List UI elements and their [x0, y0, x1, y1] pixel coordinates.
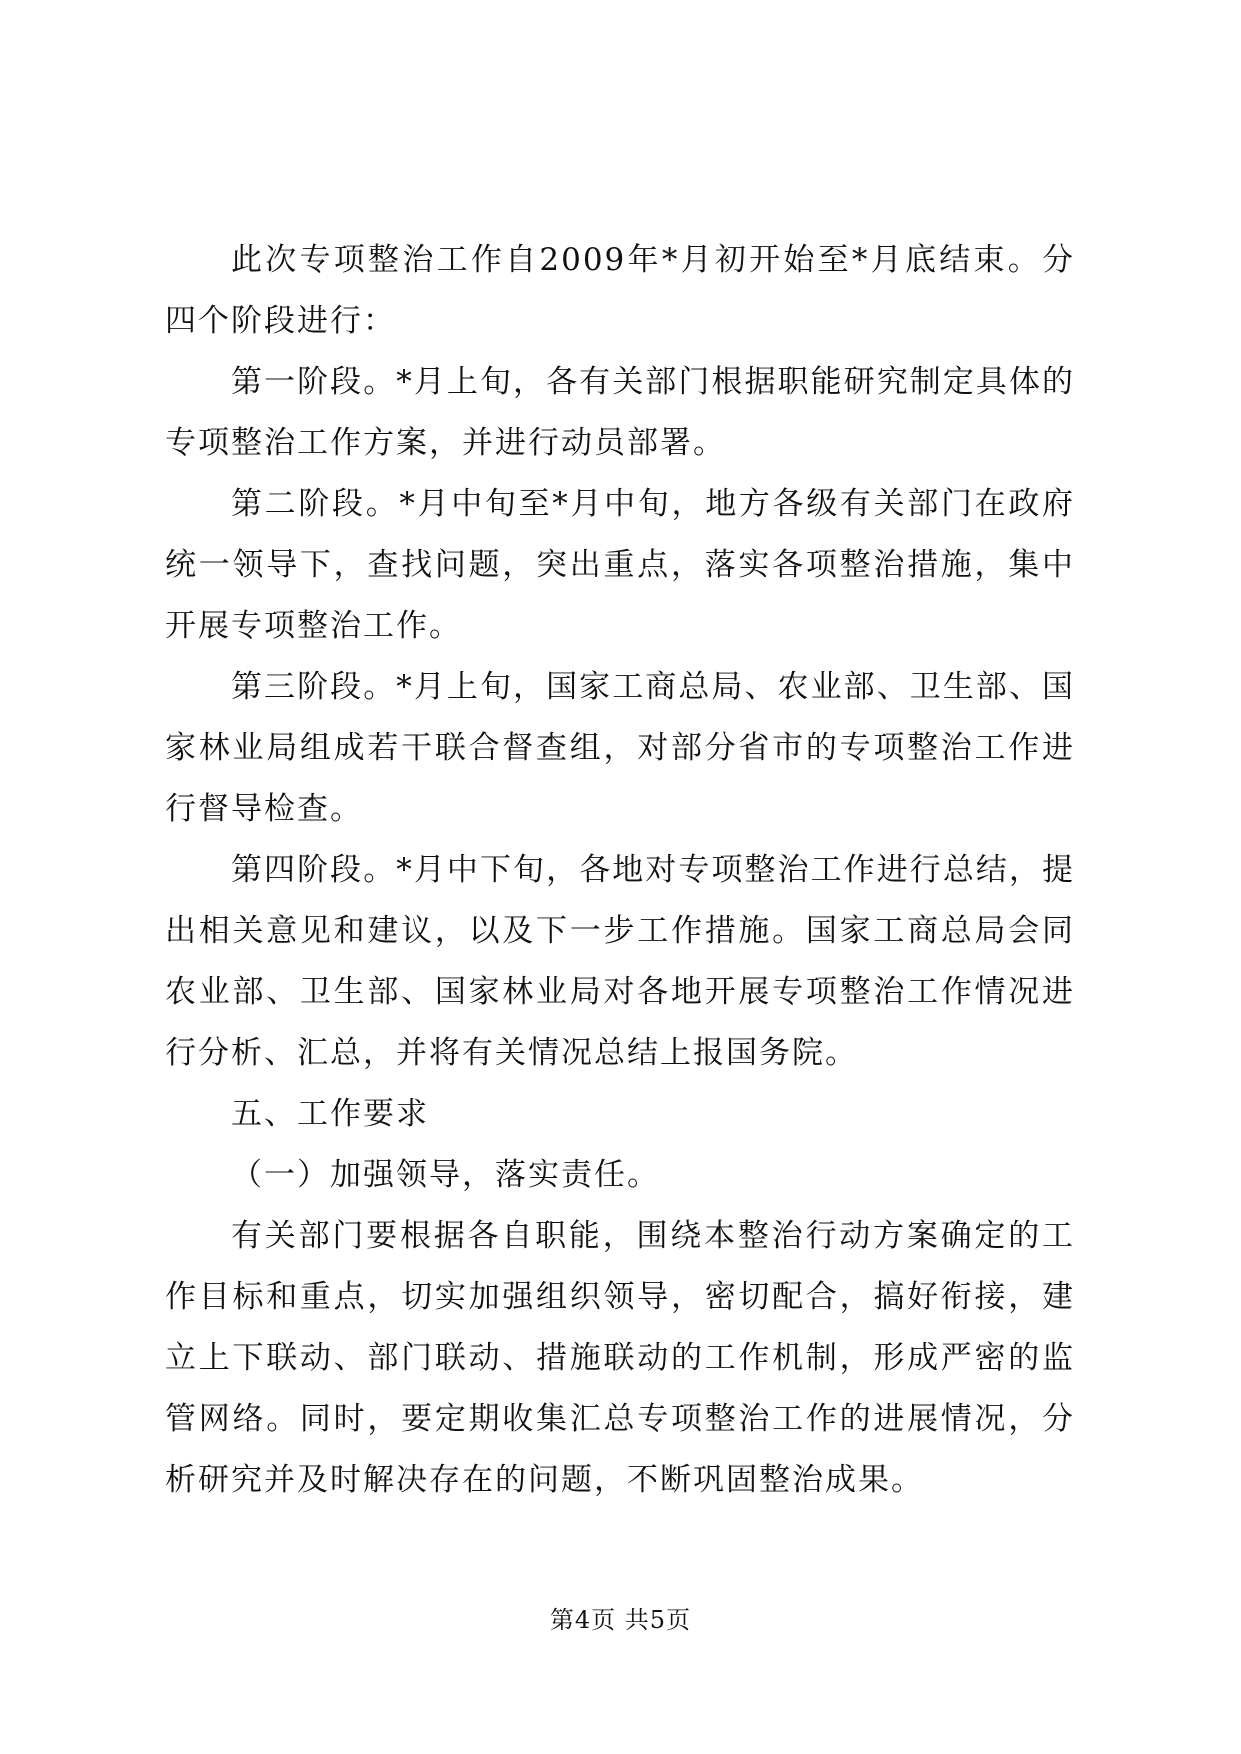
paragraph-stage-four: 第四阶段。*月中下旬，各地对专项整治工作进行总结，提出相关意见和建议，以及下一步工作措施。国家工商总局会同农业部、卫生部、国家林业局对各地开展专项整治工作情况进行分析、汇总，并将有关情况总结上报国务院。	[165, 852, 1075, 1071]
paragraph-stage-one: 第一阶段。*月上旬，各有关部门根据职能研究制定具体的专项整治工作方案，并进行动员部署。	[165, 364, 1075, 461]
paragraph-leadership-details: 有关部门要根据各自职能，围绕本整治行动方案确定的工作目标和重点，切实加强组织领导，密切配合，搞好衔接，建立上下联动、部门联动、措施联动的工作机制，形成严密的监管网络。同时，要定期收集汇总专项整治工作的进展情况，分析研究并及时解决存在的问题，不断巩固整治成果。	[165, 1218, 1075, 1498]
paragraph-stage-two: 第二阶段。*月中旬至*月中旬，地方各级有关部门在政府统一领导下，查找问题，突出重点，落实各项整治措施，集中开展专项整治工作。	[165, 486, 1075, 644]
page-number-footer: 第4页 共5页	[549, 1606, 692, 1634]
paragraph-schedule-intro: 此次专项整治工作自2009年*月初开始至*月底结束。分四个阶段进行：	[165, 242, 1075, 339]
section-heading-work-requirements: 五、工作要求	[231, 1096, 429, 1132]
subsection-heading-leadership: （一）加强领导，落实责任。	[231, 1157, 660, 1193]
paragraph-stage-three: 第三阶段。*月上旬，国家工商总局、农业部、卫生部、国家林业局组成若干联合督查组，对部分省市的专项整治工作进行督导检查。	[165, 669, 1075, 827]
document-body	[165, 230, 1075, 1511]
